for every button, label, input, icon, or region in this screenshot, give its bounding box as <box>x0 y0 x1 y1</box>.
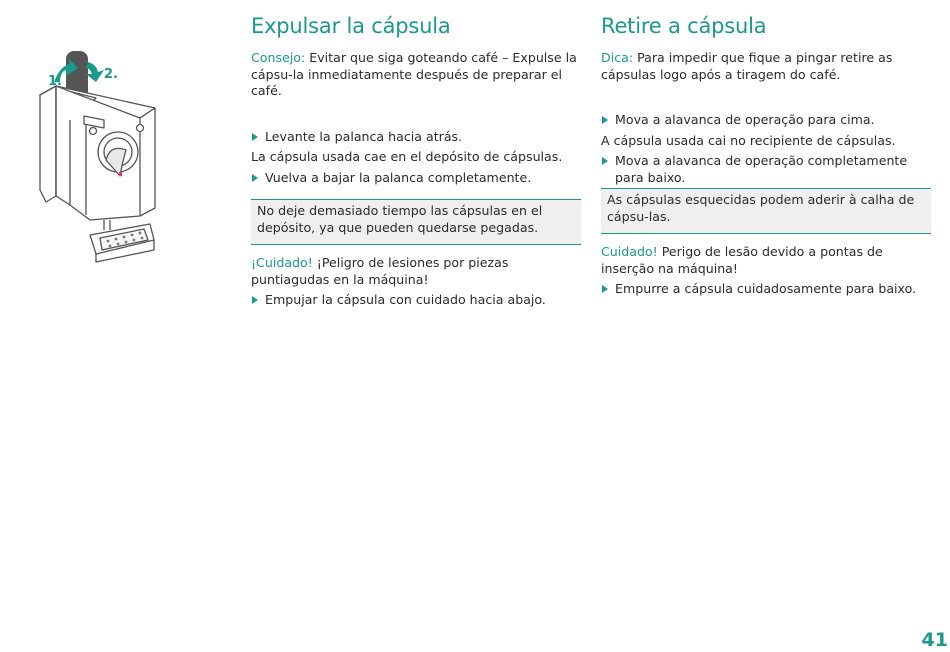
spanish-step-2: Vuelva a bajar la palanca completamente. <box>251 170 581 187</box>
spanish-note-text: No deje demasiado tiempo las cápsulas en el depósito, ya que pueden quedarse pegadas. <box>257 203 543 235</box>
spanish-note <box>251 199 581 245</box>
spanish-tip <box>251 50 581 100</box>
portuguese-tip-label: Dica: <box>601 50 634 65</box>
portuguese-tip <box>601 50 931 83</box>
spanish-caution-label: ¡Cuidado! <box>251 255 313 270</box>
portuguese-caution-label: Cuidado! <box>601 244 658 259</box>
spanish-tip-label: Consejo: <box>251 50 306 65</box>
portuguese-note <box>601 188 931 234</box>
portuguese-caution <box>601 244 931 277</box>
portuguese-title: Retire a cápsula <box>601 14 767 38</box>
page-number: 41 <box>921 629 948 651</box>
portuguese-caution-step: Empurre a cápsula cuidadosamente para baixo. <box>601 281 931 298</box>
step-1-label: 1. <box>48 74 62 89</box>
portuguese-column <box>601 12 931 298</box>
portuguese-caution-text: Perigo de lesão devido a pontas de inserção na máquina! <box>601 244 883 276</box>
coffee-machine-illustration <box>30 40 230 280</box>
spanish-caution-step: Empujar la cápsula con cuidado hacia abajo. <box>251 292 581 309</box>
portuguese-step-1: Mova a alavanca de operação para cima. <box>601 112 931 129</box>
portuguese-tip-text: Para impedir que fique a pingar retire as cápsulas logo após a tiragem do café. <box>601 50 893 82</box>
step-2-label: 2. <box>104 67 118 82</box>
spanish-tip-text: Evitar que siga goteando café – Expulse la cápsu-la inmediatamente después de preparar el café. <box>251 50 577 98</box>
spanish-title: Expulsar la cápsula <box>251 14 451 38</box>
arrow-down-icon <box>86 62 104 82</box>
portuguese-note-text: As cápsulas esquecidas podem aderir à calha de cápsu-las. <box>607 192 915 224</box>
spanish-caution <box>251 255 581 288</box>
portuguese-step-1-result: A cápsula usada cai no recipiente de cápsulas. <box>601 132 896 148</box>
spanish-column <box>251 12 581 309</box>
spanish-step-1-result: La cápsula usada cae en el depósito de cápsulas. <box>251 149 563 164</box>
spanish-caution-text: ¡Peligro de lesiones por piezas puntiagudas en la máquina! <box>251 255 509 287</box>
spanish-step-1: Levante la palanca hacia atrás. <box>251 129 581 146</box>
portuguese-step-2: Mova a alavanca de operação completamente para baixo. <box>601 153 931 186</box>
